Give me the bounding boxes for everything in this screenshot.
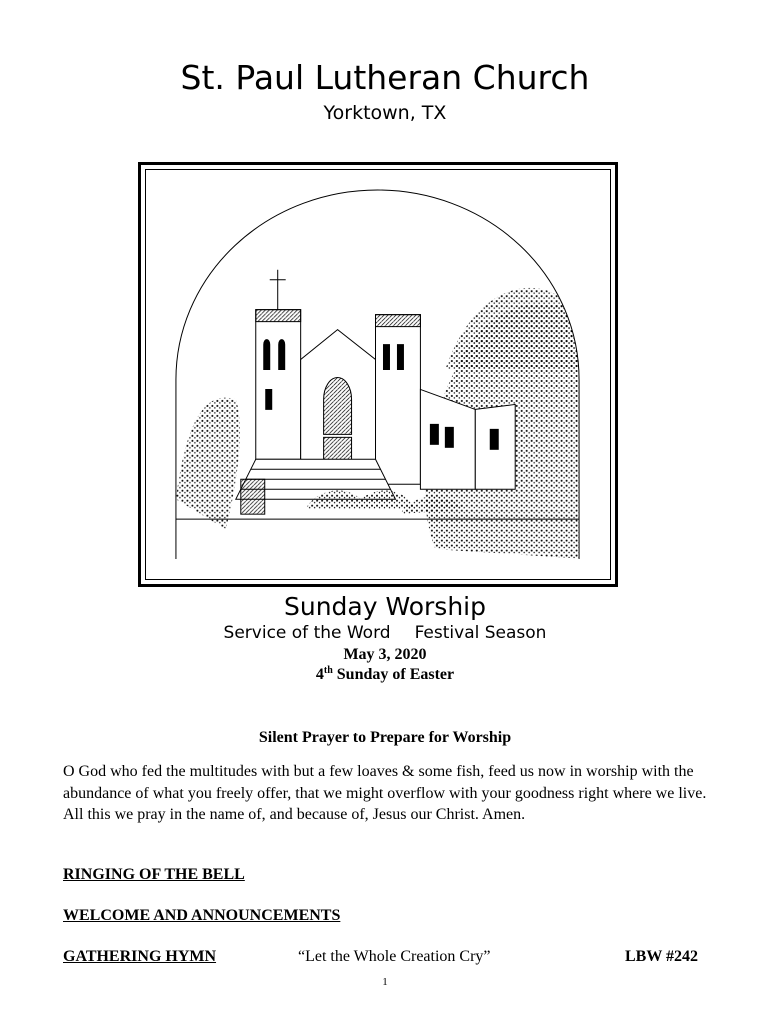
church-name: St. Paul Lutheran Church <box>180 58 590 97</box>
church-illustration <box>146 170 610 579</box>
hymn-title: “Let the Whole Creation Cry” <box>298 948 491 965</box>
sunday-rest: Sunday of Easter <box>332 666 455 683</box>
page-number: 1 <box>382 976 388 988</box>
prayer-text: O God who fed the multitudes with but a few loaves & some fish, feed us now in worship with the abundance of what you freely offer, that we might overflow with your goodness right where we live. All this we pray in the name of, and because of, Jesus our Christ. Amen. <box>63 763 707 823</box>
service-order: Service of the Word <box>223 623 391 643</box>
service-date: May 3, 2020 <box>343 646 427 663</box>
service-line <box>0 622 770 644</box>
illustration-inner-border <box>145 169 611 580</box>
hymn-number: LBW #242 <box>625 948 699 965</box>
gathering-hymn-heading: GATHERING HYMN <box>63 948 217 965</box>
prayer-heading: Silent Prayer to Prepare for Worship <box>258 729 512 746</box>
sunday-ordinal-suffix: th <box>323 665 333 676</box>
church-location: Yorktown, TX <box>323 102 447 124</box>
sunday-ordinal: 4 <box>315 666 324 683</box>
bell-heading: RINGING OF THE BELL <box>63 866 245 883</box>
welcome-heading: WELCOME AND ANNOUNCEMENTS <box>63 907 341 924</box>
illustration-frame <box>138 162 618 587</box>
sunday-name <box>0 664 770 686</box>
service-season: Festival Season <box>414 623 547 643</box>
worship-title: Sunday Worship <box>283 592 486 621</box>
